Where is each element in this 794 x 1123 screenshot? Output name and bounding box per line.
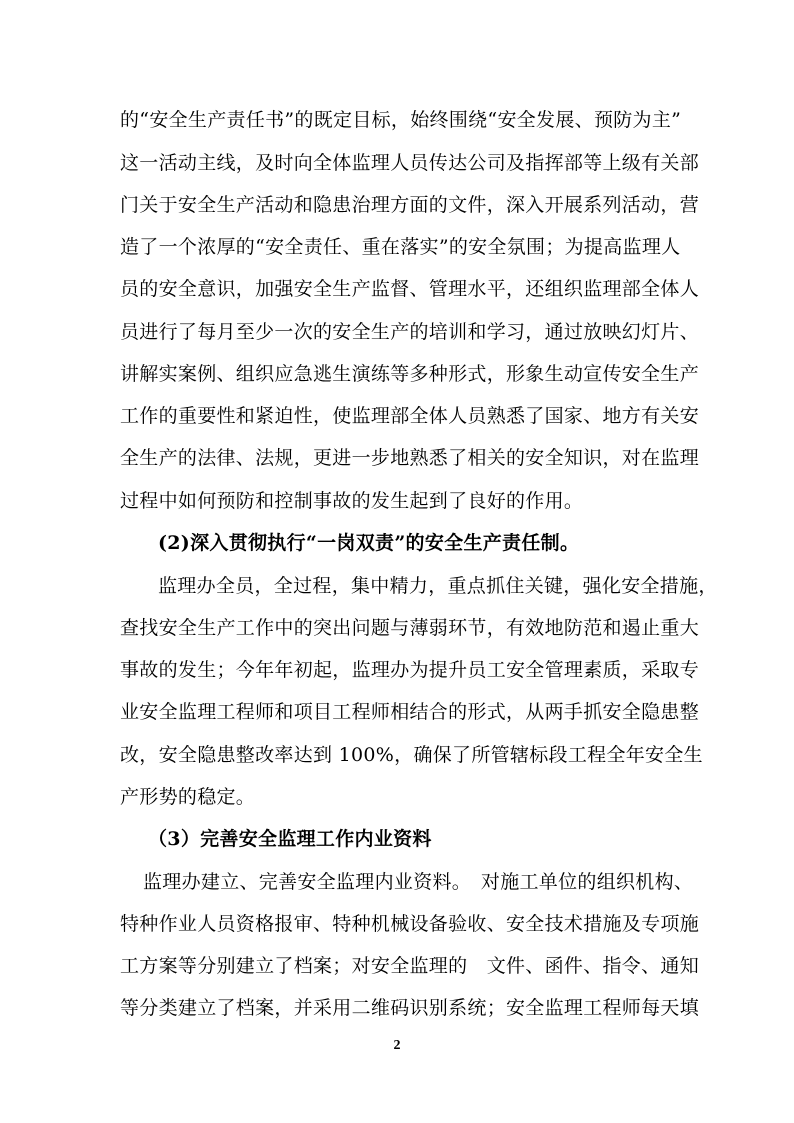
paragraph-3-line: 工方案等分别建立了档案；对安全监理的 文件、函件、指令、通知 <box>120 955 700 977</box>
paragraph-1-line: 造了一个浓厚的“安全责任、重在落实”的安全氛围；为提高监理人 <box>120 236 681 258</box>
paragraph-3-line: 监理办建立、完善安全监理内业资料。 对施工单位的组织机构、 <box>143 871 694 893</box>
paragraph-2-line: 改，安全隐患整改率达到 100%，确保了所管辖标段工程全年安全生 <box>120 744 703 766</box>
paragraph-2-line: 监理办全员，全过程，集中精力，重点抓住关键，强化安全措施， <box>158 575 718 597</box>
section-heading-2: (2)深入贯彻执行“一岗双责”的安全生产责任制。 <box>158 532 580 554</box>
paragraph-1-line: 全生产的法律、法规，更进一步地熟悉了相关的安全知识，对在监理 <box>120 447 700 469</box>
paragraph-1-line: 过程中如何预防和控制事故的发生起到了良好的作用。 <box>120 490 584 512</box>
section-heading-3: （3）完善安全监理工作内业资料 <box>148 828 432 850</box>
paragraph-1-line: 门关于安全生产活动和隐患治理方面的文件，深入开展系列活动，营 <box>120 194 700 216</box>
page-number: 2 <box>393 1038 401 1053</box>
paragraph-2-line: 产形势的稳定。 <box>120 786 256 808</box>
paragraph-1-line: 这一活动主线，及时向全体监理人员传达公司及指挥部等上级有关部 <box>120 152 700 174</box>
paragraph-2-line: 查找安全生产工作中的突出问题与薄弱环节，有效地防范和遏止重大 <box>120 617 700 639</box>
paragraph-1-line: 讲解实案例、组织应急逃生演练等多种形式，形象生动宣传安全生产 <box>120 363 700 385</box>
paragraph-3-line: 等分类建立了档案，并采用二维码识别系统；安全监理工程师每天填 <box>120 997 700 1019</box>
paragraph-1-line: 员的安全意识，加强安全生产监督、管理水平，还组织监理部全体人 <box>120 278 700 300</box>
paragraph-1-line: 的“安全生产责任书”的既定目标，始终围绕“安全发展、预防为主” <box>120 109 682 131</box>
paragraph-2-line: 事故的发生；今年年初起，监理办为提升员工安全管理素质，采取专 <box>120 659 700 681</box>
paragraph-2-line: 业安全监理工程师和项目工程师相结合的形式，从两手抓安全隐患整 <box>120 701 700 723</box>
paragraph-3-line: 特种作业人员资格报审、特种机械设备验收、安全技术措施及专项施 <box>120 913 700 935</box>
paragraph-1-line: 员进行了每月至少一次的安全生产的培训和学习，通过放映幻灯片、 <box>120 321 700 343</box>
paragraph-1-line: 工作的重要性和紧迫性，使监理部全体人员熟悉了国家、地方有关安 <box>120 405 700 427</box>
